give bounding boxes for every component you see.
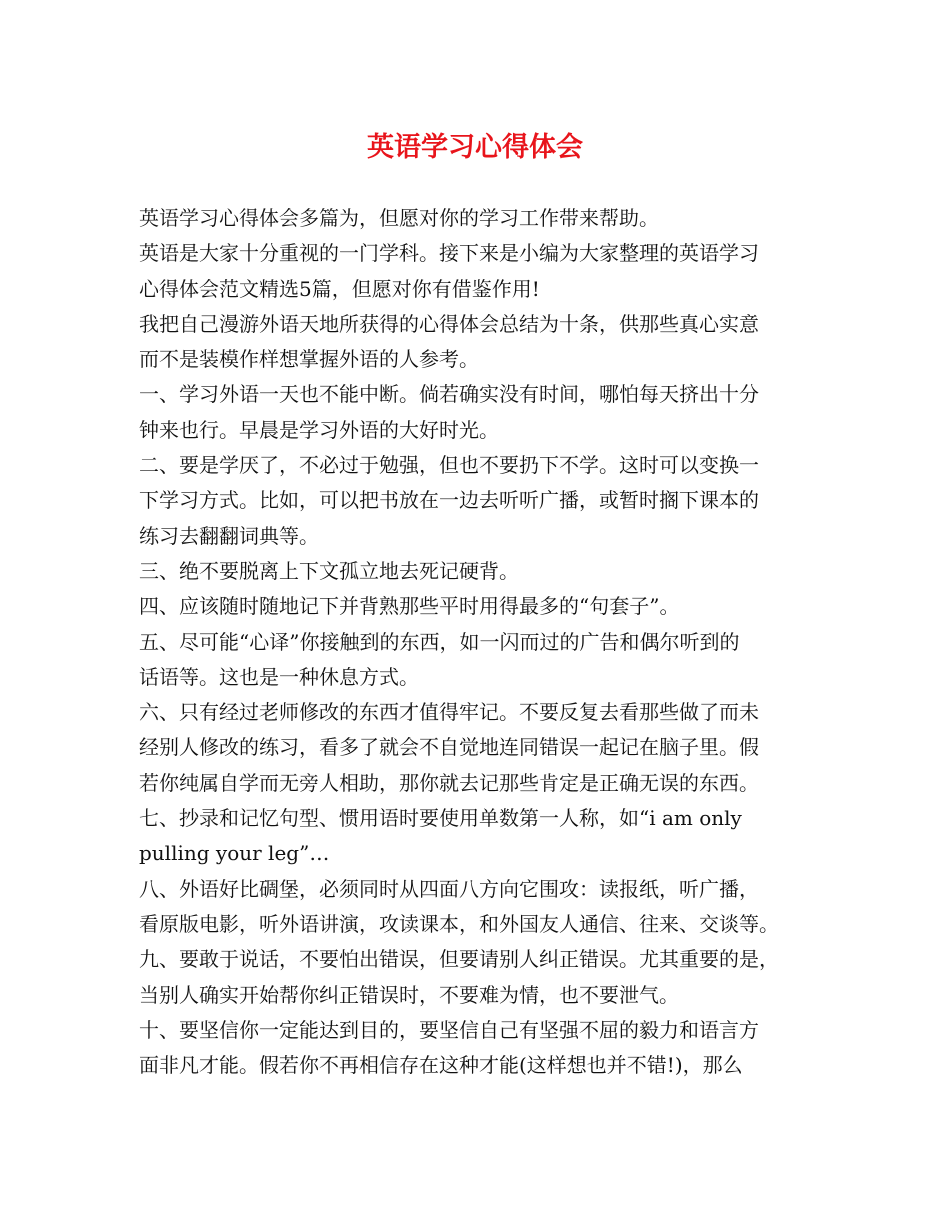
body-line: 钟来也行。早晨是学习外语的大好时光。 [139,417,499,442]
document-body [139,201,829,1083]
body-line: 十、要坚信你一定能达到目的，要坚信自己有坚强不屈的毅力和语言方 [139,1017,759,1042]
body-line: 我把自己漫游外语天地所获得的心得体会总结为十条，供那些真心实意 [139,311,759,336]
document-title: 英语学习心得体会 [367,132,583,163]
body-line: 面非凡才能。假若你不再相信存在这种才能(这样想也并不错!)，那么 [139,1053,743,1078]
body-line: 英语是大家十分重视的一门学科。接下来是小编为大家整理的英语学习 [139,241,759,266]
body-line: 一、学习外语一天也不能中断。倘若确实没有时间，哪怕每天挤出十分 [139,382,759,407]
body-line: 六、只有经过老师修改的东西才值得牢记。不要反复去看那些做了而未 [139,700,759,725]
body-line: 话语等。这也是一种休息方式。 [139,664,419,689]
body-line: 二、要是学厌了，不必过于勉强，但也不要扔下不学。这时可以变换一 [139,453,759,478]
body-line: 下学习方式。比如，可以把书放在一边去听听广播，或暂时搁下课本的 [139,488,759,513]
body-line: 练习去翻翻词典等。 [139,523,319,548]
body-line: 四、应该随时随地记下并背熟那些平时用得最多的“句套子”。 [139,594,680,619]
body-line: 心得体会范文精选5篇，但愿对你有借鉴作用! [139,276,540,301]
body-line: pulling your leg”… [139,841,330,866]
body-line: 七、抄录和记忆句型、惯用语时要使用单数第一人称，如“i am only [139,806,742,831]
body-line: 八、外语好比碉堡，必须同时从四面八方向它围攻：读报纸，听广播， [139,876,759,901]
body-line: 若你纯属自学而无旁人相助，那你就去记那些肯定是正确无误的东西。 [139,770,759,795]
body-line: 英语学习心得体会多篇为，但愿对你的学习工作带来帮助。 [139,206,659,230]
body-line: 三、绝不要脱离上下文孤立地去死记硬背。 [139,558,519,583]
body-line: 而不是装模作样想掌握外语的人参考。 [139,347,479,372]
body-line: 看原版电影，听外语讲演，攻读课本，和外国友人通信、往来、交谈等。 [139,911,779,936]
body-line: 五、尽可能“心译”你接触到的东西，如一闪而过的广告和偶尔听到的 [139,629,740,654]
body-line: 九、要敢于说话，不要怕出错误，但要请别人纠正错误。尤其重要的是， [139,947,779,972]
body-line: 当别人确实开始帮你纠正错误时，不要难为情，也不要泄气。 [139,982,679,1007]
body-line: 经别人修改的练习，看多了就会不自觉地连同错误一起记在脑子里。假 [139,735,759,760]
